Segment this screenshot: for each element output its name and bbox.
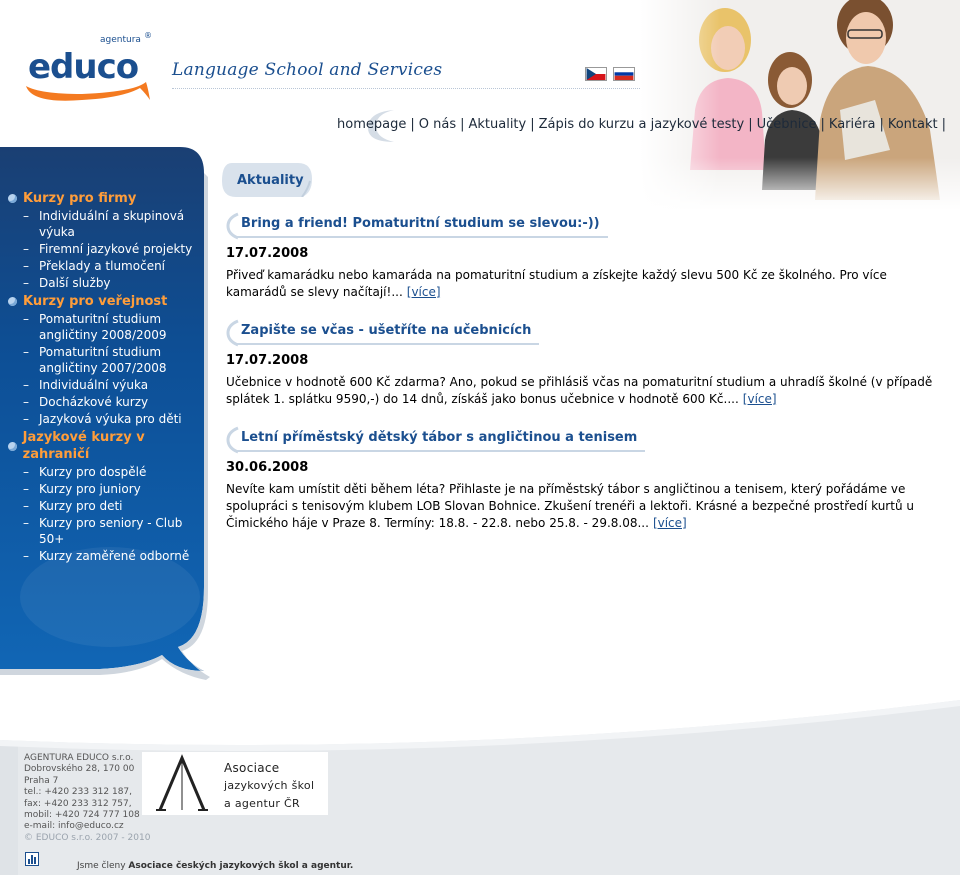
nav-kontakt[interactable]: Kontakt	[887, 117, 938, 132]
russian-flag-icon[interactable]	[613, 67, 635, 81]
section-title: Aktuality	[237, 173, 304, 188]
footer-copyright: © EDUCO s.r.o. 2007 - 2010	[24, 832, 151, 843]
footer-tel: tel.: +420 233 312 187,	[24, 787, 133, 798]
czech-flag-icon[interactable]	[585, 67, 607, 81]
nav-zapis-do-kurzu[interactable]: Zápis do kurzu a jazykové testy	[538, 117, 745, 132]
nav-separator: |	[410, 117, 415, 132]
news-article	[226, 426, 946, 532]
article-title[interactable]: Bring a friend! Pomaturitní studium se slevou:-))	[241, 216, 600, 231]
nav-separator: |	[820, 117, 825, 132]
article-date: 30.06.2008	[226, 460, 309, 475]
sidebar-category-kurzy-pro-firmy[interactable]	[8, 190, 208, 207]
nav-ucebnice[interactable]: Učebnice	[756, 117, 817, 132]
footer-contact	[24, 753, 150, 844]
footer-city: Praha 7	[24, 775, 59, 786]
sidebar-category-label: Kurzy pro firmy	[23, 191, 137, 206]
sidebar-item-label: Pomaturitní studium angličtiny 2008/2009	[39, 312, 167, 342]
sidebar-item[interactable]: – Individuální výuka	[23, 377, 208, 393]
footer-mobil: mobil: +420 724 777 108	[24, 810, 140, 821]
sidebar-category-jazykove-kurzy-v-zahranici[interactable]	[8, 429, 208, 463]
sidebar-item-label: Individuální a skupinová výuka	[39, 209, 185, 239]
article-text: Nevíte kam umístit děti během léta? Přihlaste je na příměstský tábor s angličtinou a tenisem, který pořádáme ve spolupráci s tenisovým klubem LOB Slovan Bohnice. Zkušení trenéři a lektoři. Krásné a bezpečné prostředí kurtů u Čimického háje v Praze 8. Termíny: 18.8. - 22.8. nebo 25.8. - 29.8.08...	[226, 482, 914, 530]
nav-separator: |	[460, 117, 465, 132]
logo-reg-mark: ®	[144, 31, 152, 40]
sidebar-item-label: Docházkové kurzy	[39, 395, 149, 409]
nav-homepage[interactable]: homepage	[337, 117, 407, 132]
nav-kariera[interactable]: Kariéra	[828, 117, 876, 132]
sidebar-item[interactable]: – Individuální a skupinová výuka	[23, 208, 208, 240]
news-article	[226, 212, 946, 301]
association-line-1: Asociace	[224, 761, 280, 775]
bullet-icon	[8, 442, 17, 451]
footer-email[interactable]: e-mail: info@educo.cz	[24, 821, 124, 832]
footer-membership-note	[77, 861, 353, 871]
sidebar-item[interactable]: – Kurzy zaměřené odborně	[23, 548, 208, 564]
article-heading[interactable]	[226, 212, 608, 240]
statistics-icon[interactable]	[25, 852, 39, 866]
article-heading[interactable]	[226, 319, 539, 347]
article-heading[interactable]	[226, 426, 645, 454]
association-logo[interactable]	[142, 752, 328, 815]
sidebar-category-kurzy-pro-verejnost[interactable]	[8, 293, 208, 310]
sidebar-item[interactable]: – Kurzy pro deti	[23, 498, 208, 514]
nav-separator: |	[941, 117, 946, 132]
article-text: Učebnice v hodnotě 600 Kč zdarma? Ano, pokud se přihlásiš včas na pomaturitní studium a uhradíš školné (v případě splátek 1. splátku 9590,-) do 14 dnů, získáš jako bonus učebnice v hodnotě 600 Kč....	[226, 375, 933, 406]
sidebar-category-label: Kurzy pro veřejnost	[23, 294, 168, 309]
news-article	[226, 319, 946, 408]
header-photo	[640, 0, 960, 210]
section-tab-aktuality	[222, 163, 314, 197]
nav-separator: |	[530, 117, 535, 132]
sidebar-item-label: Kurzy pro deti	[39, 499, 123, 513]
nav-separator: |	[879, 117, 884, 132]
language-flags	[585, 67, 635, 81]
tagline-divider	[172, 88, 650, 89]
sidebar-navigation	[8, 188, 208, 565]
sidebar-item[interactable]: – Kurzy pro dospělé	[23, 464, 208, 480]
article-date: 17.07.2008	[226, 353, 309, 368]
article-body	[226, 374, 946, 408]
article-title[interactable]: Zapište se včas - ušetříte na učebnicích	[241, 323, 532, 338]
bullet-icon	[8, 297, 17, 306]
sidebar-item[interactable]: – Kurzy pro seniory - Club 50+	[23, 515, 208, 547]
more-link[interactable]: [více]	[652, 516, 687, 530]
article-date: 17.07.2008	[226, 246, 309, 261]
association-line-3: a agentur ČR	[224, 797, 300, 810]
tagline: Language School and Services	[172, 60, 443, 80]
sidebar-item-label: Individuální výuka	[39, 378, 149, 392]
logo-small-text: agentura	[100, 35, 141, 45]
article-body	[226, 481, 946, 532]
sidebar-item-label: Firemní jazykové projekty	[39, 242, 193, 256]
more-link[interactable]: [více]	[406, 285, 441, 299]
sidebar-item[interactable]: – Překlady a tlumočení	[23, 258, 208, 274]
sidebar-category-label: Jazykové kurzy v zahraničí	[22, 430, 145, 462]
logo-main-text: educo	[28, 47, 139, 87]
sidebar-item[interactable]: – Docházkové kurzy	[23, 394, 208, 410]
sidebar-item[interactable]: – Jazyková výuka pro děti	[23, 411, 208, 427]
sidebar-item-label: Překlady a tlumočení	[39, 259, 166, 273]
top-navigation	[333, 117, 946, 132]
nav-o-nas[interactable]: O nás	[418, 117, 457, 132]
nav-separator: |	[748, 117, 753, 132]
sidebar-item[interactable]: – Pomaturitní studium angličtiny 2007/2008	[23, 344, 208, 376]
association-a-icon	[152, 754, 212, 814]
more-link[interactable]: [více]	[742, 392, 777, 406]
sidebar-item-label: Kurzy pro dospělé	[39, 465, 147, 479]
footer-note-association: Asociace českých jazykových škol a agentur.	[128, 861, 354, 871]
sidebar-item[interactable]: – Kurzy pro juniory	[23, 481, 208, 497]
article-text: Přiveď kamarádku nebo kamaráda na pomaturitní studium a získejte každý slevu 500 Kč ze školného. Pro více kamarádů se slevy načítají!...	[226, 268, 887, 299]
sidebar-item[interactable]: – Firemní jazykové projekty	[23, 241, 208, 257]
footer-note-prefix: Jsme členy	[77, 861, 126, 871]
sidebar-item[interactable]: – Další služby	[23, 275, 208, 291]
association-line-2: jazykových škol	[224, 779, 315, 792]
nav-aktuality[interactable]: Aktuality	[468, 117, 527, 132]
sidebar-item-label: Kurzy zaměřené odborně	[39, 549, 190, 563]
news-list	[226, 212, 946, 550]
article-body	[226, 267, 946, 301]
footer-address: Dobrovského 28, 170 00	[24, 764, 135, 775]
educo-logo[interactable]	[22, 28, 156, 102]
sidebar-item-label: Kurzy pro seniory - Club 50+	[39, 516, 183, 546]
sidebar-item-label: Další služby	[39, 276, 111, 290]
sidebar-item-label: Kurzy pro juniory	[39, 482, 141, 496]
sidebar-item-label: Jazyková výuka pro děti	[39, 412, 182, 426]
article-title[interactable]: Letní příměstský dětský tábor s angličtinou a tenisem	[241, 430, 638, 445]
bullet-icon	[8, 194, 17, 203]
sidebar-item-label: Pomaturitní studium angličtiny 2007/2008	[39, 345, 167, 375]
sidebar-item[interactable]: – Pomaturitní studium angličtiny 2008/2009	[23, 311, 208, 343]
footer-company: AGENTURA EDUCO s.r.o.	[24, 753, 134, 763]
header	[0, 0, 960, 148]
footer-fax: fax: +420 233 312 757,	[24, 798, 132, 809]
